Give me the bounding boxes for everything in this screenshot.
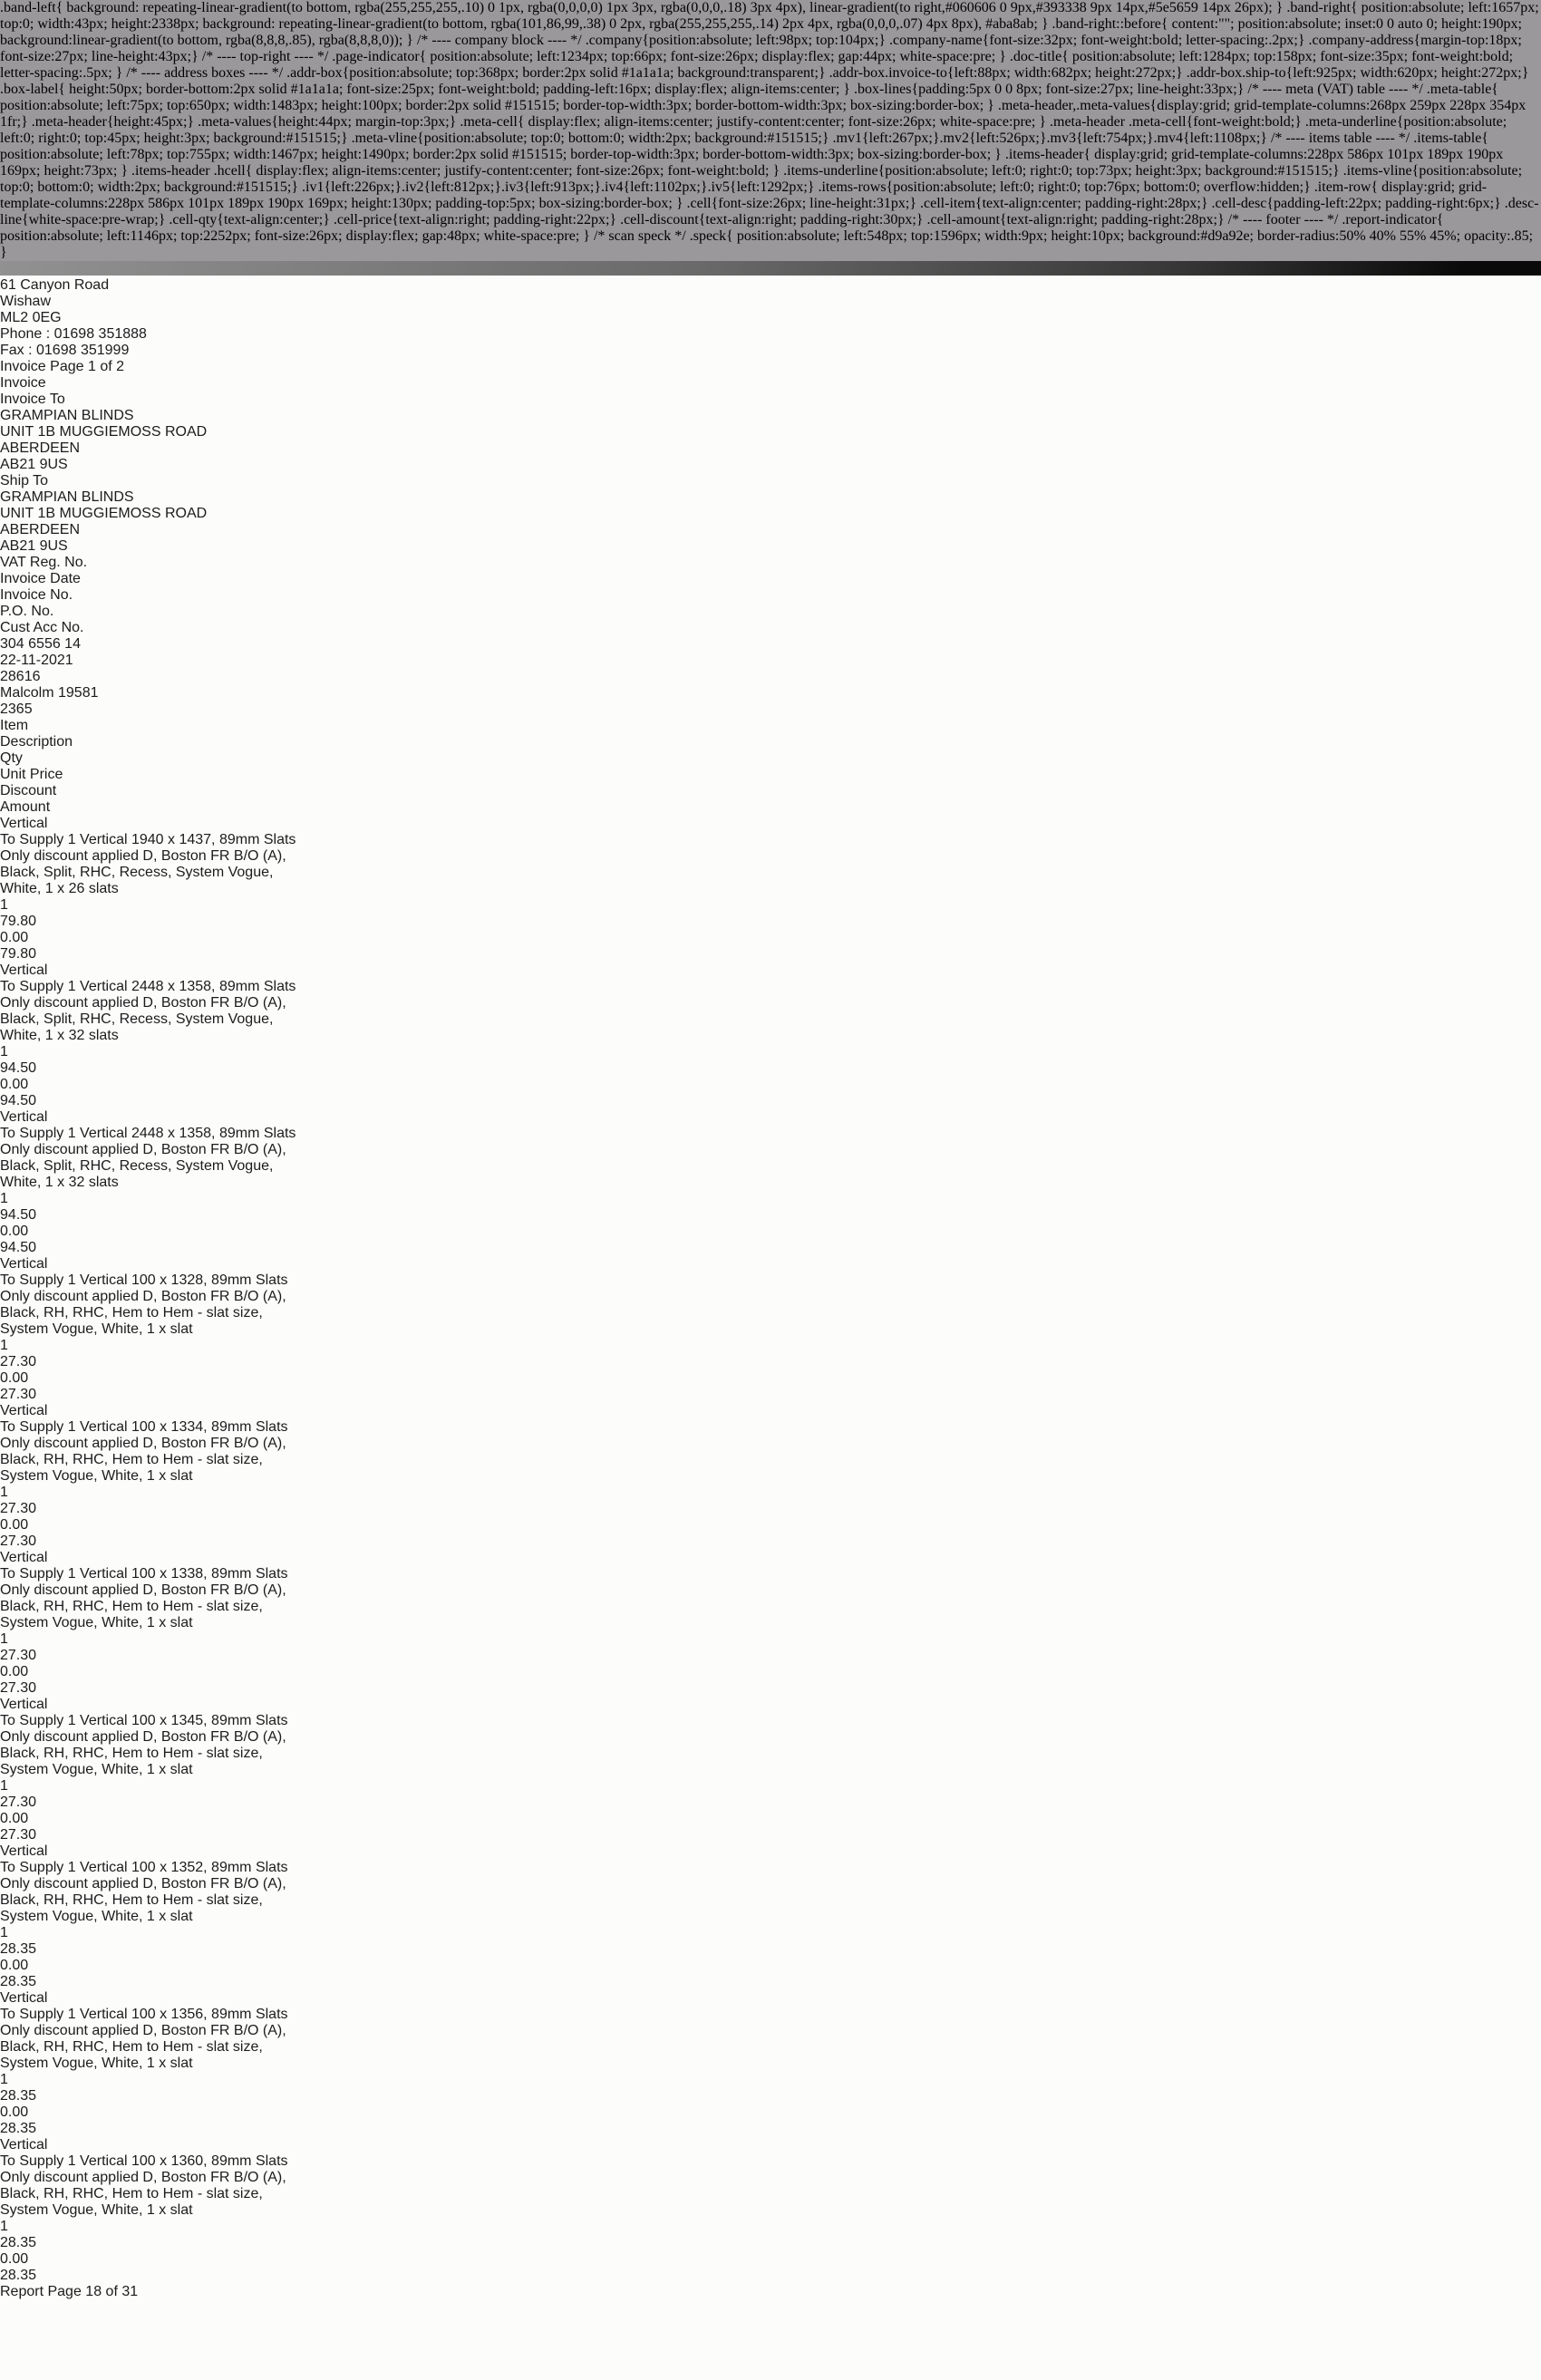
description-line: System Vogue, White, 1 x slat (0, 1762, 193, 1777)
line-item-amount: 79.80 (0, 946, 37, 962)
line-item-unit-price: 28.35 (0, 1941, 37, 1957)
line-item-qty: 1 (0, 1778, 8, 1794)
line-item-amount: 27.30 (0, 1533, 37, 1549)
line-item-type: Vertical (0, 1990, 48, 2006)
description-line: Only discount applied D, Boston FR B/O (A), (0, 1436, 286, 1451)
description-line: To Supply 1 Vertical 100 x 1338, 89mm Slats (0, 1566, 288, 1582)
line-item-type: Vertical (0, 816, 48, 831)
line-item-row (0, 1990, 1541, 2137)
ship-to-address-line: ABERDEEN (0, 522, 81, 537)
description-line: Only discount applied D, Boston FR B/O (A), (0, 1142, 286, 1157)
invoice-page-number: 1 of 2 (87, 359, 124, 374)
line-item-row (0, 1550, 1541, 1697)
company-address-line: Wishaw (0, 294, 52, 309)
description-line: Black, RH, RHC, Hem to Hem - slat size, (0, 1452, 263, 1467)
description-line: Only discount applied D, Boston FR B/O (A), (0, 2023, 286, 2038)
description-line: Black, RH, RHC, Hem to Hem - slat size, (0, 1305, 263, 1321)
description-line: Black, Split, RHC, Recess, System Vogue, (0, 1011, 274, 1027)
ship-to-address (0, 489, 1541, 555)
line-item-type: Vertical (0, 1843, 48, 1859)
description-line: To Supply 1 Vertical 100 x 1352, 89mm Slats (0, 1860, 288, 1875)
line-item-row (0, 1109, 1541, 1256)
meta-header-cell: VAT Reg. No. (0, 555, 88, 570)
items-rows (0, 816, 1541, 2284)
line-item-qty: 1 (0, 1485, 8, 1500)
line-item-discount: 0.00 (0, 1370, 29, 1386)
line-item-description (0, 1860, 1541, 1925)
invoice-page-label: Invoice Page (0, 359, 84, 374)
line-item-amount: 94.50 (0, 1093, 37, 1108)
ship-to-label: Ship To (0, 473, 49, 489)
description-line: Only discount applied D, Boston FR B/O (A), (0, 1729, 286, 1745)
line-item-description (0, 979, 1541, 1044)
line-item-discount: 0.00 (0, 1811, 29, 1826)
description-line: White, 1 x 32 slats (0, 1028, 119, 1043)
items-header-cell: Discount (0, 783, 57, 798)
scan-artifact-top-band (0, 261, 1541, 276)
ship-to-address-line: AB21 9US (0, 538, 68, 554)
items-header-cell: Qty (0, 750, 23, 766)
line-item-description (0, 2007, 1541, 2072)
line-item-qty: 1 (0, 897, 8, 913)
description-line: To Supply 1 Vertical 100 x 1360, 89mm Slats (0, 2153, 288, 2169)
description-line: Only discount applied D, Boston FR B/O (A), (0, 1582, 286, 1598)
line-item-discount: 0.00 (0, 930, 29, 945)
description-line: Only discount applied D, Boston FR B/O (A), (0, 995, 286, 1011)
meta-header-cell: Invoice Date (0, 571, 81, 586)
meta-value-cell: 2365 (0, 701, 33, 717)
description-line: To Supply 1 Vertical 100 x 1334, 89mm Slats (0, 1419, 288, 1435)
line-item-unit-price: 27.30 (0, 1795, 37, 1810)
line-item-description (0, 1713, 1541, 1778)
description-line: System Vogue, White, 1 x slat (0, 1468, 193, 1484)
line-item-amount: 27.30 (0, 1827, 37, 1843)
meta-header-cell: Cust Acc No. (0, 620, 84, 635)
description-line: To Supply 1 Vertical 2448 x 1358, 89mm Slats (0, 979, 296, 994)
items-header-cell: Description (0, 734, 73, 750)
line-item-unit-price: 28.35 (0, 2088, 37, 2104)
description-line: Only discount applied D, Boston FR B/O (A), (0, 2170, 286, 2185)
line-item-row (0, 816, 1541, 963)
meta-value-cell: 22-11-2021 (0, 653, 73, 668)
line-item-qty: 1 (0, 2072, 8, 2087)
line-item-unit-price: 94.50 (0, 1060, 37, 1076)
line-items-table (0, 718, 1541, 2284)
items-header-cell: Unit Price (0, 767, 63, 782)
line-item-unit-price: 27.30 (0, 1354, 37, 1369)
scan-artifact-left-band (0, 261, 24, 2380)
description-line: System Vogue, White, 1 x slat (0, 2202, 193, 2218)
invoice-to-label: Invoice To (0, 392, 65, 407)
meta-value-cell: Malcolm 19581 (0, 685, 99, 701)
company-address-line: 61 Canyon Road (0, 277, 110, 293)
document-title: Invoice (0, 375, 46, 391)
line-item-description (0, 1419, 1541, 1485)
invoice-to-box (0, 392, 1541, 473)
description-line: Black, RH, RHC, Hem to Hem - slat size, (0, 1746, 263, 1761)
line-item-row (0, 1256, 1541, 1403)
items-header-cell: Amount (0, 799, 51, 815)
items-header-cell: Item (0, 718, 29, 733)
line-item-qty: 1 (0, 1338, 8, 1353)
line-item-type: Vertical (0, 1697, 48, 1712)
report-page-number: 18 of 31 (85, 2284, 139, 2299)
line-item-unit-price: 27.30 (0, 1501, 37, 1516)
description-line: White, 1 x 26 slats (0, 881, 119, 896)
line-item-row (0, 1843, 1541, 1990)
line-item-amount: 94.50 (0, 1240, 37, 1255)
description-line: Black, RH, RHC, Hem to Hem - slat size, (0, 1599, 263, 1614)
company-address-line: Phone : 01698 351888 (0, 326, 147, 342)
description-line: To Supply 1 Vertical 2448 x 1358, 89mm Slats (0, 1126, 296, 1141)
line-item-qty: 1 (0, 1191, 8, 1206)
line-item-discount: 0.00 (0, 1958, 29, 1973)
description-line: Only discount applied D, Boston FR B/O (A), (0, 1876, 286, 1891)
meta-header-row (0, 555, 1541, 636)
description-line: Black, RH, RHC, Hem to Hem - slat size, (0, 2039, 263, 2055)
line-item-row (0, 963, 1541, 1109)
description-line: System Vogue, White, 1 x slat (0, 1615, 193, 1630)
line-item-amount: 27.30 (0, 1387, 37, 1402)
ship-to-address-line: GRAMPIAN BLINDS (0, 489, 134, 505)
description-line: Black, RH, RHC, Hem to Hem - slat size, (0, 1892, 263, 1908)
line-item-type: Vertical (0, 1550, 48, 1565)
invoice-meta-table (0, 555, 1541, 718)
description-line: System Vogue, White, 1 x slat (0, 1321, 193, 1337)
line-item-amount: 28.35 (0, 2268, 37, 2283)
line-item-discount: 0.00 (0, 1664, 29, 1679)
meta-header-cell: P.O. No. (0, 604, 54, 619)
meta-value-row (0, 636, 1541, 718)
line-item-unit-price: 79.80 (0, 914, 37, 929)
description-line: To Supply 1 Vertical 1940 x 1437, 89mm Slats (0, 832, 296, 847)
line-item-qty: 1 (0, 1631, 8, 1647)
invoice-to-address-line: AB21 9US (0, 457, 68, 472)
description-line: Black, Split, RHC, Recess, System Vogue, (0, 865, 274, 880)
scanned-invoice-page (0, 261, 1541, 2380)
company-address (0, 277, 1541, 359)
line-item-discount: 0.00 (0, 1077, 29, 1092)
company-address-line: Fax : 01698 351999 (0, 343, 130, 358)
meta-value-cell: 28616 (0, 669, 41, 684)
line-item-description (0, 1126, 1541, 1191)
line-item-type: Vertical (0, 1256, 48, 1272)
report-page-indicator (0, 2284, 1541, 2300)
ship-to-box (0, 473, 1541, 555)
line-item-discount: 0.00 (0, 2251, 29, 2267)
description-line: Black, RH, RHC, Hem to Hem - slat size, (0, 2186, 263, 2201)
line-item-qty: 1 (0, 1044, 8, 1059)
line-item-type: Vertical (0, 2137, 48, 2153)
description-line: Only discount applied D, Boston FR B/O (A), (0, 848, 286, 864)
company-address-line: ML2 0EG (0, 310, 62, 325)
invoice-to-address-line: ABERDEEN (0, 440, 81, 456)
description-line: To Supply 1 Vertical 100 x 1328, 89mm Slats (0, 1272, 288, 1288)
line-item-unit-price: 94.50 (0, 1207, 37, 1223)
line-item-amount: 28.35 (0, 1974, 37, 1989)
line-item-discount: 0.00 (0, 2104, 29, 2120)
line-item-description (0, 1566, 1541, 1631)
line-item-row (0, 1403, 1541, 1550)
description-line: Only discount applied D, Boston FR B/O (A), (0, 1289, 286, 1304)
description-line: To Supply 1 Vertical 100 x 1345, 89mm Slats (0, 1713, 288, 1728)
line-item-discount: 0.00 (0, 1224, 29, 1239)
line-item-discount: 0.00 (0, 1517, 29, 1533)
line-item-type: Vertical (0, 963, 48, 978)
ship-to-address-line: UNIT 1B MUGGIEMOSS ROAD (0, 506, 208, 521)
line-item-unit-price: 27.30 (0, 1648, 37, 1663)
line-item-unit-price: 28.35 (0, 2235, 37, 2250)
company-letterhead (0, 261, 1541, 359)
invoice-to-address-line: GRAMPIAN BLINDS (0, 408, 134, 423)
line-item-description (0, 1272, 1541, 1338)
description-line: To Supply 1 Vertical 100 x 1356, 89mm Slats (0, 2007, 288, 2022)
description-line: System Vogue, White, 1 x slat (0, 1909, 193, 1924)
line-item-type: Vertical (0, 1403, 48, 1418)
invoice-page-indicator (0, 359, 1541, 375)
line-item-row (0, 2137, 1541, 2284)
line-item-row (0, 1697, 1541, 1843)
meta-header-cell: Invoice No. (0, 587, 73, 603)
line-item-amount: 27.30 (0, 1680, 37, 1696)
meta-value-cell: 304 6556 14 (0, 636, 81, 652)
line-item-description (0, 832, 1541, 897)
report-page-label: Report Page (0, 2284, 82, 2299)
invoice-to-address (0, 408, 1541, 473)
line-item-description (0, 2153, 1541, 2219)
line-item-amount: 28.35 (0, 2121, 37, 2136)
invoice-to-address-line: UNIT 1B MUGGIEMOSS ROAD (0, 424, 208, 440)
description-line: System Vogue, White, 1 x slat (0, 2056, 193, 2071)
line-item-qty: 1 (0, 1925, 8, 1940)
items-header-row (0, 718, 1541, 816)
line-item-qty: 1 (0, 2219, 8, 2234)
description-line: White, 1 x 32 slats (0, 1175, 119, 1190)
description-line: Black, Split, RHC, Recess, System Vogue, (0, 1158, 274, 1174)
line-item-type: Vertical (0, 1109, 48, 1125)
